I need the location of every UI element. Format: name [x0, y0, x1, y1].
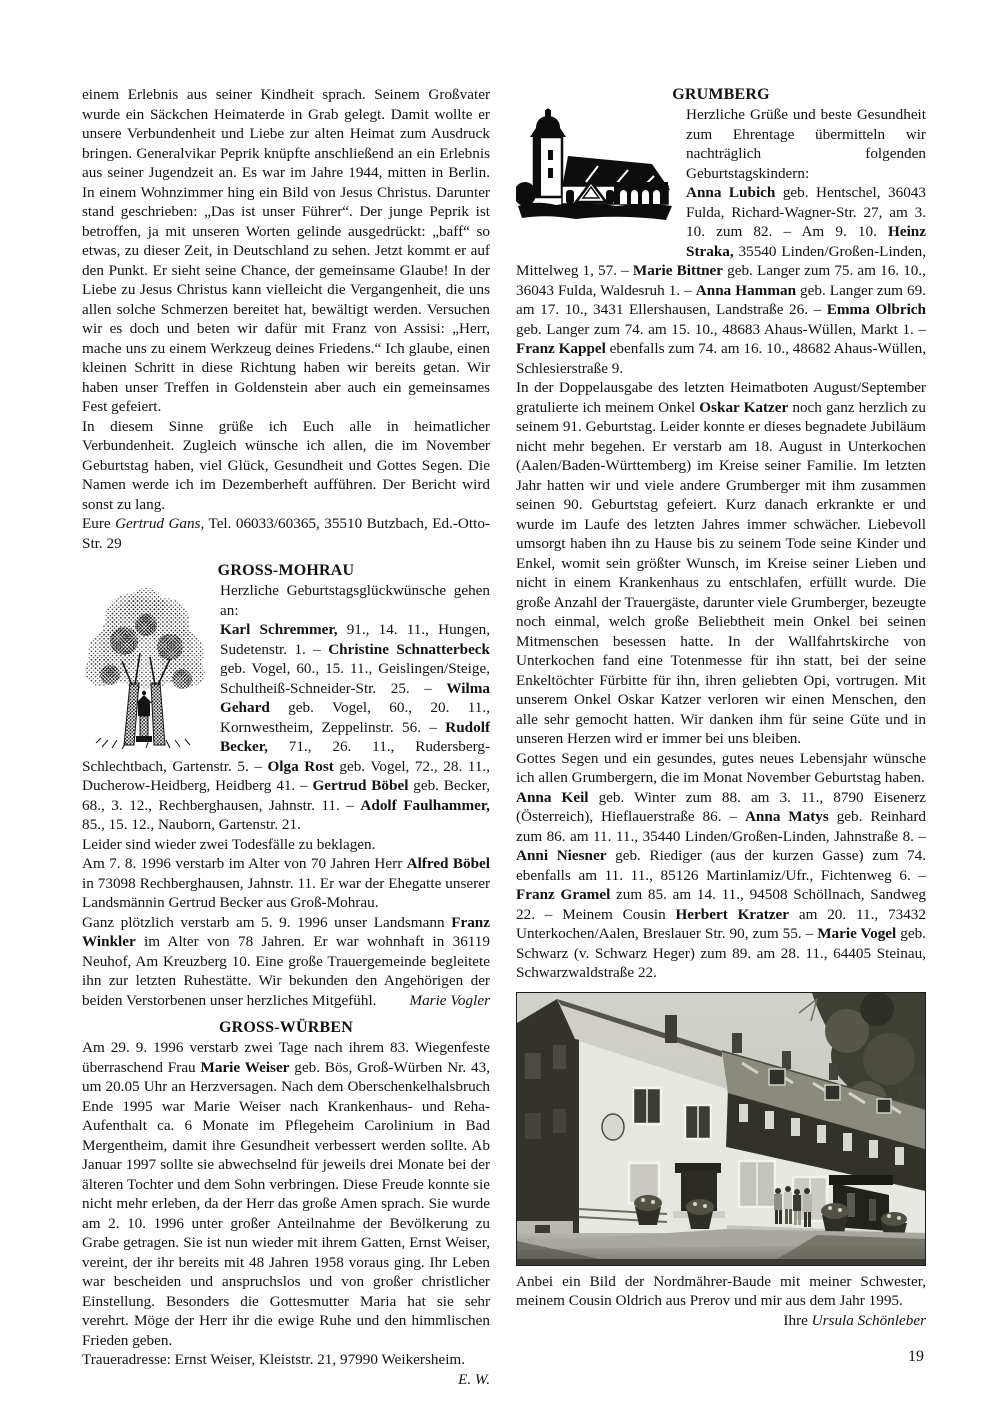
- wurben-signature: E. W.: [458, 1370, 490, 1388]
- grumberg-paragraph: Anna Lubich geb. Hentschel, 36043 Fulda, Richard-Wagner-Str. 27, am 3. 10. zum 82. – Am 9. 10. Heinz Straka, 35540 Linden/Großen-Linden, Mittelweg 1, 57. – Marie Bittner geb. Langer zum 75. am 16. 10., 36043 Fulda, Waldesruh 1. – Anna Hamman geb. Langer zum 69. am 17. 10., 3431 Ellershausen, Landstraße 26. – Emma Olbrich geb. Langer zum 74. am 15. 10., 48683 Ahaus-Wüllen, Markt 1. – Franz Kappel ebenfalls zum 74. am 16. 10., 48682 Ahaus-Wüllen, Schlesierstraße 9.: [516, 184, 926, 377]
- wurben-paragraph: Am 29. 9. 1996 verstarb zwei Tage nach ihrem 83. Wiegenfeste überraschend Frau Marie Weiser geb. Bös, Groß-Würben Nr. 43, um 20.05 Uhr an Herzversagen. Nach dem Oberschenkelhalsbruch Ende 1995 war Marie Weiser nach Krankenhaus- und Reha-Aufenthalt ca. 6 Monate im Pflegeheim Carolinium in Bad Mergentheim, damit ihre Gesundheit verbessert werden sollte. Ab Januar 1997 sollte sie abwechselnd für jeweils drei Monate bei der älteren Tochter und dem Sohn verbringen. Diese Freude konnte sie nicht mehr erleben, da der Herr das große Amen sprach. Sie wurde am 2. 10. 1996 unter großer Anteilnahme der Bevölkerung zu Grabe getragen. Sie ist nun wieder mit ihrem Gatten, Ernst Weiser, vereint, der ihr bereits mit 48 Jahren 1958 voraus ging. Ihr Leben war bescheiden und anspruchslos und von großer christlicher Einstellung. Besonders die Gottesmutter Maria hat sie sehr verehrt. Möge der Herr ihr die ewige Ruhe und den himmlischen Frieden geben.: [82, 1039, 491, 1349]
- mohrau-paragraph: Herzliche Geburtstagsglückwünsche gehen an:: [220, 582, 490, 619]
- section-heading-gross-mohrau: GROSS-MOHRAU: [217, 562, 355, 579]
- church-tower: [530, 109, 566, 198]
- wurben-paragraph: Traueradresse: Ernst Weiser, Kleiststr. 21, 97990 Weikersheim.: [82, 1351, 466, 1368]
- grumberg-paragraph: Herzliche Grüße und beste Gesundheit zum Ehrentage übermitteln wir nachträglich folgenden Geburtstagskindern:: [686, 106, 926, 182]
- intro-paragraph: einem Erlebnis aus seiner Kindheit sprach. Seinem Großvater wurde ein Säckchen Heimaterde in Grab gelegt. Damit wollte er unsere Verbundenheit und Liebe zur alten Heimat zum Ausdruck bringen. Generalvikar Peprik knüpfte anschließend an ein Erlebnis aus seiner Jugendzeit an. Es war im Jahre 1944, mitten in Berlin. In einem Wohnzimmer hing ein Bild von Jesus Christus. Darunter stand geschrieben: „Das ist unser Führer“. Der junge Peprik ist betroffen, ja mit unseren Worten gelinde ausgedrückt: „baff“ so etwas, zu dieser Zeit, in Deutschland zu sehen. Jetzt kommt er auf den Punkt. Er sieht seine Chance, der gemeinsame Glaube! In der Liebe zu Jesus Christus kann vielleicht die Vergangenheit, die uns allen solche Schmerzen bereitet hat, bewältigt werden. Versuchen wir es doch und beten wir dafür mit Franz von Assisi: „Herr, mache uns zu einem Werkzeug deines Friedens.“ Ich glaube, einen kleinen Schritt in diese Richtung haben wir bereits getan. Wir haben unser Treffen in Goldenstein aber auch ein gemeinsames Fest gefeiert.: [82, 86, 490, 415]
- wayside-shrine: [136, 691, 152, 742]
- nordmaehrer-baude-photo: [516, 992, 926, 1266]
- church-nave: [562, 156, 670, 204]
- right-column: [516, 85, 926, 1330]
- mohrau-paragraph: Am 7. 8. 1996 verstarb im Alter von 70 Jahren Herr Alfred Böbel in 73098 Rechberghausen, Jahnstr. 11. Er war der Ehegatte unserer Landsmännin Gertrud Becker aus Groß-Mohrau.: [82, 855, 490, 911]
- tree-woodcut-illustration: [82, 583, 210, 753]
- intro-paragraph: In diesem Sinne grüße ich Euch alle in heimatlicher Verbundenheit. Zugleich wünsche ich allen, die im November Geburtstag haben, viel Glück, Gesundheit und Gottes Segen. Die Namen werde ich im Dezemberheft aufführen. Der Bericht wird sonst zu lang.: [82, 417, 490, 513]
- photo-caption-signature: Ihre Ursula Schönleber: [783, 1311, 926, 1329]
- photo-bottom-edge: [517, 1259, 925, 1265]
- photo-caption: Anbei ein Bild der Nordmährer-Baude mit meiner Schwester, meinem Cousin Oldrich aus Prerov und mir aus dem Jahr 1995.: [516, 1272, 926, 1309]
- mohrau-paragraph: Karl Schremmer, 91., 14. 11., Hungen, Sudetenstr. 1. – Christine Schnatterbeck geb. Vogel, 60., 15. 11., Geislingen/Steige, Schultheiß-Schneider-Str. 25. – Wilma Gehard geb. Vogel, 60., 20. 11., Kornwestheim, Zeppelinstr. 56. – Rudolf Becker, 71., 26. 11., Rudersberg-Schlechtbach, Gartenstr. 5. – Olga Rost geb. Vogel, 72., 28. 11., Ducherow-Heidberg, Heidberg 41. – Gertrud Böbel geb. Becker, 68., 3. 12., Rechberghausen, Jahnstr. 11. – Adolf Faulhammer, 85., 15. 12., Nauborn, Gartenstr. 21.: [82, 621, 491, 833]
- section-heading-grumberg: GRUMBERG: [672, 86, 770, 103]
- grumberg-paragraph: Anna Keil geb. Winter zum 88. am 3. 11., 8790 Eisenerz (Österreich), Hieflauerstraße 86. – Anna Matys geb. Reinhard zum 86. am 11. 11., 35440 Linden/Großen-Linden, Jahnstraße 8. – Anni Niesner geb. Riediger (aus der kurzen Gasse) zum 74. ebenfalls am 11. 11., 85126 Martinlamiz/Ufr., Fichtenweg 6. – Franz Gramel zum 85. am 14. 11., 94508 Schöllnach, Sandweg 22. – Meinem Cousin Herbert Kratzer am 20. 11., 73432 Unterkochen/Aalen, Breslauer Str. 90, zum 55. – Marie Vogel geb. Schwarz (v. Schwarz Heger) zum 89. am 28. 11., 64405 Steinau, Schwarzwaldstraße 22.: [516, 788, 927, 981]
- tree-crown: [85, 588, 205, 689]
- church-woodcut-illustration: [516, 108, 674, 228]
- page-number: 19: [908, 1348, 924, 1365]
- mohrau-paragraph: Leider sind wieder zwei Todesfälle zu beklagen.: [82, 835, 376, 853]
- grumberg-paragraph: Gottes Segen und ein gesundes, gutes neues Lebensjahr wünsche ich allen Grumbergern, die im Monat November Geburtstag haben.: [516, 749, 926, 786]
- intro-signature: Eure Gertrud Gans, Tel. 06033/60365, 35510 Butzbach, Ed.-Otto-Str. 29: [82, 515, 490, 552]
- left-column: [82, 85, 490, 1389]
- section-heading-gross-wurben: GROSS-WÜRBEN: [219, 1019, 353, 1036]
- grumberg-paragraph: In der Doppelausgabe des letzten Heimatboten August/September gratulierte ich meinem Onkel Oskar Katzer noch ganz herzlich zu seinem 91. Geburtstag. Leider konnte er dieses begnadete Jubiläum nicht mehr begehen. Er verstarb am 18. August in Unterkochen (Aalen/Baden-Württemberg) im Kreise seiner Familie. Im letzten Jahr hatten wir und viele andere Grumberger mit ihm zusammen seinen 90. Geburtstag gefeiert. Kurz danach erkrankte er und wurde im Laufe des letzten Jahres immer schwächer. Liebevoll umsorgt haben ihn zu Hause bis zu seinem Tode seine Kinder und Enkel, womit sein größter Wunsch, im Kreise seiner Lieben und nicht in einem Krankenhaus zu entschlafen, erfüllt wurde. Die große Anzahl der Trauergäste, darunter viele Grumberger, bezeugte noch einmal, welch große Beliebtheit mein Onkel bei seinen Mitmenschen besessen hatte. In der Wallfahrtskirche von Unterkochen fand eine Totenmesse für ihn statt, bei der seine Enkeltöchter Fürbitte für ihn, ihren geliebten Opi, vortrugen. Mit unserem Onkel Oskar Katzer verloren wir einen Menschen, den alle sehr gemocht hatten. Wir danken ihm für seine Güte und in unseren Herzen wird er immer bei uns bleiben.: [516, 379, 926, 747]
- mohrau-paragraph: Ganz plötzlich verstarb am 5. 9. 1996 unser Landsmann Franz Winkler im Alter von 78 Jahren. Er war wohnhaft in 36119 Neuhof, Am Kreuzberg 10. Eine große Trauergemeinde begleitete ihn zur letzten Ruhestätte. Wir bekunden den Angehörigen der beiden Verstorbenen unser herzliches Mitgefühl. Marie Vogler: [82, 913, 490, 1009]
